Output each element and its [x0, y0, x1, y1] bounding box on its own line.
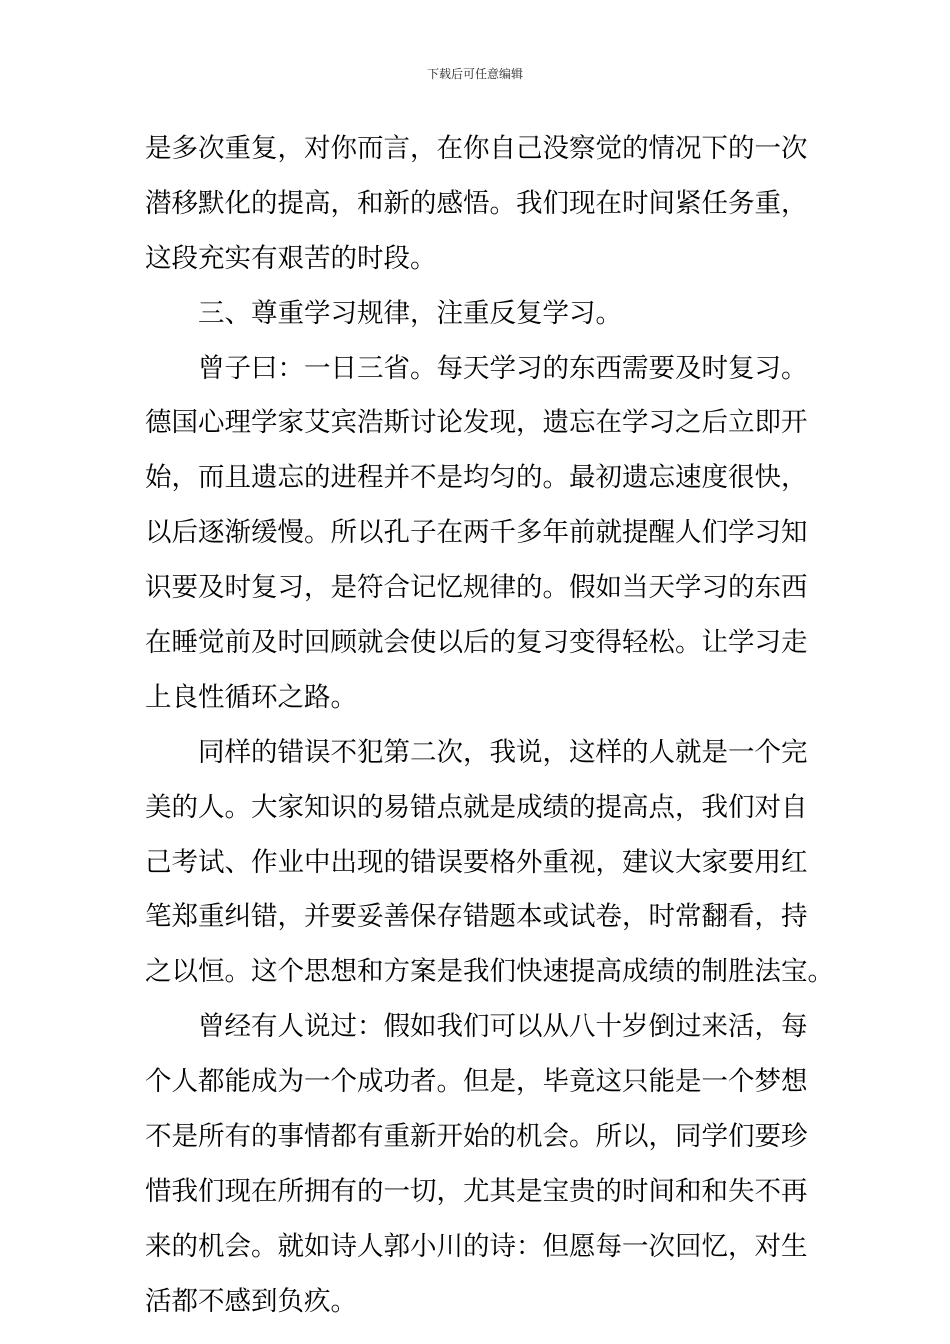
text-line: 始，而且遗忘的进程并不是均匀的。最初遗忘速度很快， — [145, 462, 808, 494]
text-line: 笔郑重纠错，并要妥善保存错题本或试卷，时常翻看，持 — [145, 901, 808, 933]
text-line: 以后逐渐缓慢。所以孔子在两千多年前就提醒人们学习知 — [145, 517, 808, 549]
text-line: 之以恒。这个思想和方案是我们快速提高成绩的制胜法宝。 — [145, 956, 834, 988]
paragraph-start: 同样的错误不犯第二次，我说，这样的人就是一个完 — [198, 736, 808, 768]
text-line: 上良性循环之路。 — [145, 681, 357, 713]
text-line: 不是所有的事情都有重新开始的机会。所以，同学们要珍 — [145, 1121, 808, 1153]
text-line: 惜我们现在所拥有的一切，尤其是宝贵的时间和和失不再 — [145, 1175, 808, 1207]
text-line: 在睡觉前及时回顾就会使以后的复习变得轻松。让学习走 — [145, 627, 808, 659]
text-line: 个人都能成为一个成功者。但是，毕竟这只能是一个梦想 — [145, 1066, 808, 1098]
text-line: 来的机会。就如诗人郭小川的诗：但愿每一次回忆，对生 — [145, 1230, 808, 1262]
section-heading: 三、尊重学习规律，注重反复学习。 — [198, 297, 622, 329]
text-line: 德国心理学家艾宾浩斯讨论发现，遗忘在学习之后立即开 — [145, 407, 808, 439]
page-header: 下载后可任意编辑 — [426, 67, 523, 81]
text-line: 己考试、作业中出现的错误要格外重视，建议大家要用红 — [145, 846, 808, 878]
text-line: 这段充实有艰苦的时段。 — [145, 242, 437, 274]
text-line: 识要及时复习，是符合记忆规律的。假如当天学习的东西 — [145, 572, 808, 604]
text-line: 是多次重复，对你而言，在你自己没察觉的情况下的一次 — [145, 133, 808, 164]
text-line: 美的人。大家知识的易错点就是成绩的提高点，我们对自 — [145, 791, 808, 823]
paragraph-start: 曾经有人说过：假如我们可以从八十岁倒过来活，每 — [198, 1011, 808, 1043]
document-body — [145, 122, 834, 1330]
text-line: 潜移默化的提高，和新的感悟。我们现在时间紧任务重， — [145, 187, 808, 219]
paragraph-start: 曾子曰：一日三省。每天学习的东西需要及时复习。 — [198, 352, 808, 384]
text-line: 活都不感到负疚。 — [145, 1285, 357, 1317]
